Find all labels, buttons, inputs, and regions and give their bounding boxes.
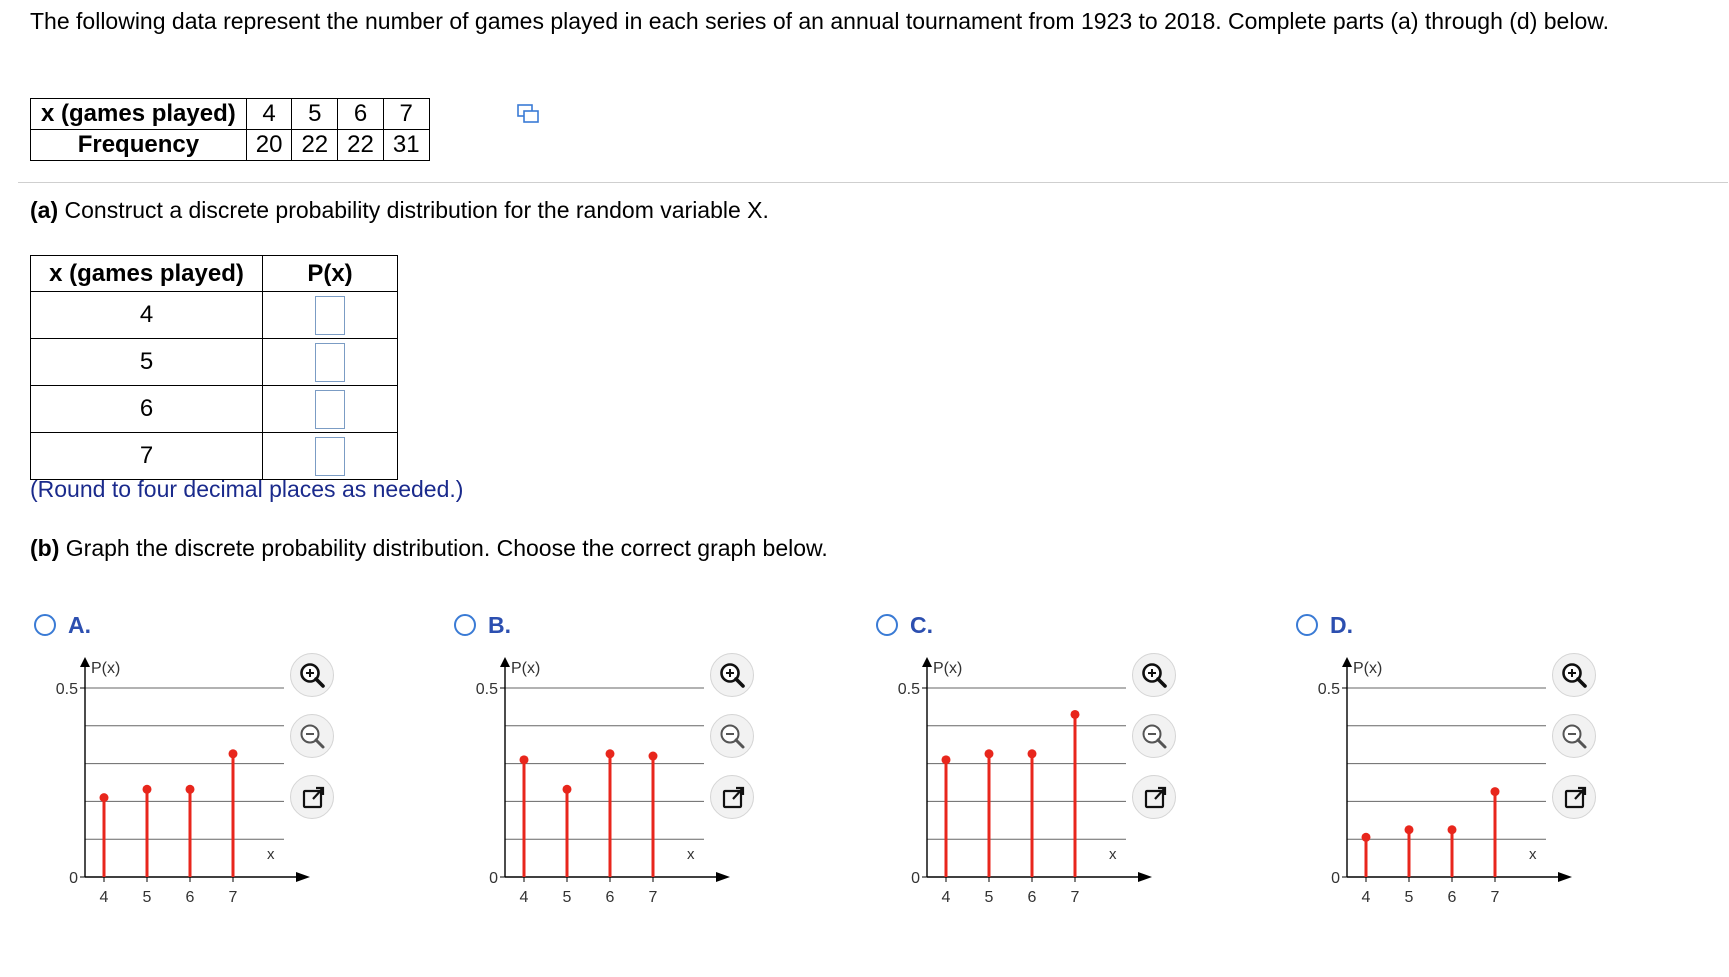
popout-icon: [1133, 776, 1177, 820]
probability-point: [1405, 825, 1414, 834]
popout-button[interactable]: [1132, 775, 1176, 819]
radio-button[interactable]: [1296, 614, 1318, 636]
zoom-out-icon: [1133, 715, 1177, 759]
probability-point: [649, 752, 658, 761]
rounding-instruction: (Round to four decimal places as needed.): [30, 476, 464, 502]
option-radio-row[interactable]: [34, 605, 91, 645]
freq-table-x-cell: 6: [338, 99, 384, 130]
zoom-out-button[interactable]: [1552, 714, 1596, 758]
prob-table-x-header: x (games played): [31, 256, 263, 292]
y-tick-label: 0: [1331, 870, 1340, 887]
probability-point: [100, 793, 109, 802]
y-axis-arrow: [80, 657, 90, 667]
zoom-in-icon: [1133, 654, 1177, 698]
option-letter: A.: [68, 611, 91, 638]
x-axis-label: x: [267, 846, 275, 863]
freq-table-frequency-cell: 22: [292, 130, 338, 161]
prob-table-px-header: P(x): [263, 256, 398, 292]
popout-button[interactable]: [290, 775, 334, 819]
part-b-label: (b): [30, 535, 60, 561]
zoom-in-button[interactable]: [710, 653, 754, 697]
x-tick-label: 6: [185, 889, 195, 906]
x-tick-label: 5: [142, 889, 152, 906]
probability-point: [606, 749, 615, 758]
x-tick-label: 6: [1447, 889, 1457, 906]
probability-input[interactable]: [315, 437, 345, 476]
y-tick-label: 0.5: [897, 681, 920, 698]
option-radio-row[interactable]: [876, 605, 933, 645]
option-c[interactable]: [876, 605, 1206, 925]
x-tick-label: 5: [984, 889, 994, 906]
probability-graph: [1296, 655, 1596, 915]
probability-graph: [454, 655, 754, 915]
y-axis-label: P(x): [1353, 660, 1383, 677]
popout-button[interactable]: [710, 775, 754, 819]
zoom-out-button[interactable]: [290, 714, 334, 758]
probability-point: [143, 785, 152, 794]
probability-point: [985, 749, 994, 758]
part-b-text: Graph the discrete probability distribution. Choose the correct graph below.: [65, 535, 828, 561]
y-tick-label: 0.5: [1317, 681, 1340, 698]
popout-icon: [291, 776, 335, 820]
probability-table: [30, 255, 398, 480]
freq-table-frequency-cell: 22: [338, 130, 384, 161]
probability-point: [520, 755, 529, 764]
x-tick-label: 7: [228, 889, 238, 906]
zoom-out-button[interactable]: [1132, 714, 1176, 758]
probability-point: [1448, 825, 1457, 834]
option-d[interactable]: [1296, 605, 1626, 925]
y-tick-label: 0: [69, 870, 78, 887]
part-a-label: (a): [30, 197, 59, 223]
freq-table-frequency-header: Frequency: [31, 130, 247, 161]
zoom-out-button[interactable]: [710, 714, 754, 758]
x-tick-label: 5: [562, 889, 572, 906]
x-axis-arrow: [716, 872, 730, 882]
x-axis-label: x: [1529, 846, 1537, 863]
x-axis-arrow: [1138, 872, 1152, 882]
y-axis-arrow: [922, 657, 932, 667]
probability-point: [1071, 710, 1080, 719]
x-tick-label: 7: [1490, 889, 1500, 906]
x-tick-label: 7: [1070, 889, 1080, 906]
prob-table-x-cell: 5: [31, 339, 263, 386]
x-axis-arrow: [296, 872, 310, 882]
zoom-out-icon: [711, 715, 755, 759]
probability-graph: [34, 655, 334, 915]
part-b-prompt: [30, 533, 828, 563]
option-a[interactable]: [34, 605, 364, 925]
y-axis-label: P(x): [511, 660, 541, 677]
probability-point: [229, 749, 238, 758]
x-tick-label: 5: [1404, 889, 1414, 906]
x-tick-label: 6: [1027, 889, 1037, 906]
freq-table-frequency-cell: 20: [246, 130, 292, 161]
intro-text: The following data represent the number of games played in each series of an annual tournament from 1923 to 2018. Complete parts (a) through (d) below.: [30, 8, 1609, 34]
prob-table-x-cell: 6: [31, 386, 263, 433]
probability-point: [1362, 833, 1371, 842]
radio-button[interactable]: [876, 614, 898, 636]
y-axis-label: P(x): [933, 660, 963, 677]
popout-icon: [711, 776, 755, 820]
x-tick-label: 7: [648, 889, 658, 906]
section-divider: [18, 182, 1728, 183]
zoom-out-icon: [1553, 715, 1597, 759]
radio-button[interactable]: [34, 614, 56, 636]
popout-button[interactable]: [1552, 775, 1596, 819]
option-radio-row[interactable]: [1296, 605, 1353, 645]
prob-table-x-cell: 7: [31, 433, 263, 480]
probability-input[interactable]: [315, 296, 345, 335]
option-letter: C.: [910, 611, 933, 638]
y-axis-arrow: [1342, 657, 1352, 667]
freq-table-x-cell: 4: [246, 99, 292, 130]
y-tick-label: 0.5: [475, 681, 498, 698]
probability-point: [1491, 787, 1500, 796]
option-letter: B.: [488, 611, 511, 638]
x-axis-arrow: [1558, 872, 1572, 882]
option-radio-row[interactable]: [454, 605, 511, 645]
frequency-table: [30, 98, 430, 161]
probability-graph: [876, 655, 1176, 915]
option-letter: D.: [1330, 611, 1353, 638]
probability-point: [186, 785, 195, 794]
probability-point: [563, 785, 572, 794]
freq-table-x-cell: 7: [383, 99, 429, 130]
x-axis-label: x: [687, 846, 695, 863]
freq-table-frequency-cell: 31: [383, 130, 429, 161]
option-b[interactable]: [454, 605, 784, 925]
y-tick-label: 0.5: [55, 681, 78, 698]
zoom-in-button[interactable]: [1132, 653, 1176, 697]
probability-point: [942, 755, 951, 764]
y-tick-label: 0: [911, 870, 920, 887]
x-tick-label: 6: [605, 889, 615, 906]
y-tick-label: 0: [489, 870, 498, 887]
zoom-in-icon: [711, 654, 755, 698]
freq-table-x-cell: 5: [292, 99, 338, 130]
probability-input[interactable]: [315, 343, 345, 382]
x-tick-label: 4: [519, 889, 529, 906]
freq-table-x-header: x (games played): [31, 99, 247, 130]
zoom-in-button[interactable]: [1552, 653, 1596, 697]
x-tick-label: 4: [1361, 889, 1371, 906]
y-axis-arrow: [500, 657, 510, 667]
zoom-in-icon: [1553, 654, 1597, 698]
copy-table-icon[interactable]: [517, 104, 539, 124]
probability-point: [1028, 749, 1037, 758]
x-tick-label: 4: [99, 889, 109, 906]
probability-input[interactable]: [315, 390, 345, 429]
part-a-prompt: [30, 195, 769, 225]
radio-button[interactable]: [454, 614, 476, 636]
zoom-in-button[interactable]: [290, 653, 334, 697]
zoom-out-icon: [291, 715, 335, 759]
zoom-in-icon: [291, 654, 335, 698]
prob-table-x-cell: 4: [31, 292, 263, 339]
part-a-text: Construct a discrete probability distribution for the random variable X.: [64, 197, 769, 223]
popout-icon: [1553, 776, 1597, 820]
y-axis-label: P(x): [91, 660, 121, 677]
x-axis-label: x: [1109, 846, 1117, 863]
x-tick-label: 4: [941, 889, 951, 906]
